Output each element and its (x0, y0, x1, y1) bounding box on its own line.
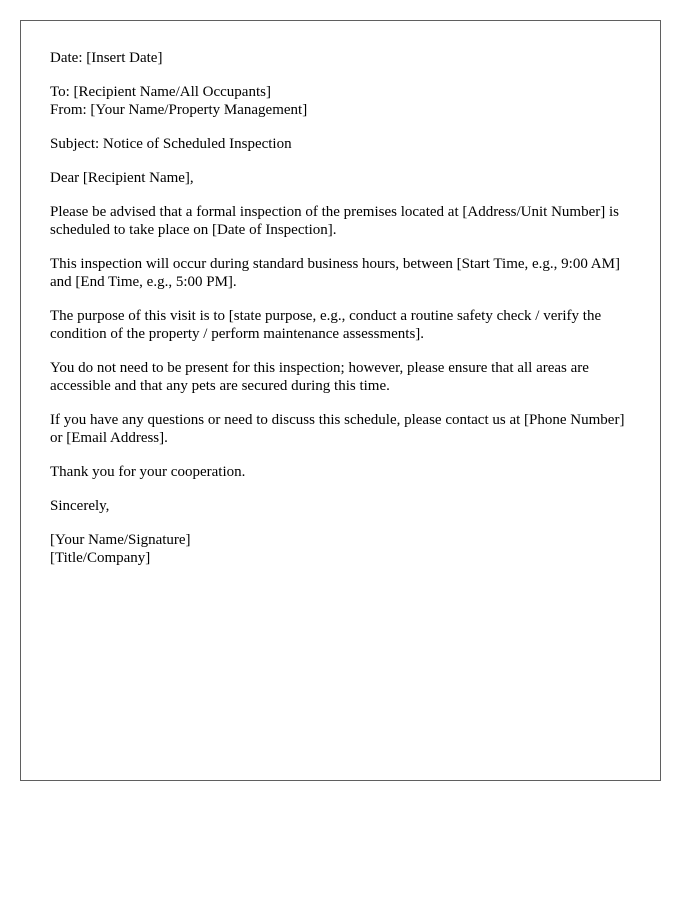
salutation: Dear [Recipient Name], (50, 170, 194, 186)
paragraph-hours: This inspection will occur during standard business hours, between [Start Time, e.g., 9:00 AM] and [End Time, e.g., 5:00 PM]. (50, 256, 620, 290)
letter-page (20, 20, 661, 781)
paragraph-thanks: Thank you for your cooperation. (50, 464, 246, 480)
signature-title: [Title/Company] (50, 550, 151, 566)
date-line: Date: [Insert Date] (50, 50, 163, 66)
to-line: To: [Recipient Name/All Occupants] (50, 84, 271, 100)
paragraph-inspection-notice: Please be advised that a formal inspection of the premises located at [Address/Unit Number] is scheduled to take place on [Date of Inspection]. (50, 204, 620, 238)
address-block (50, 83, 635, 119)
closing: Sincerely, (50, 498, 110, 514)
from-line: From: [Your Name/Property Management] (50, 102, 308, 118)
signature-name: [Your Name/Signature] (50, 532, 191, 548)
letter-body (50, 49, 635, 583)
signature-block (50, 531, 635, 567)
paragraph-contact: If you have any questions or need to discuss this schedule, please contact us at [Phone Number] or [Email Address]. (50, 412, 625, 446)
paragraph-purpose: The purpose of this visit is to [state purpose, e.g., conduct a routine safety check / verify the condition of the property / perform maintenance assessments]. (50, 308, 602, 342)
subject-line: Subject: Notice of Scheduled Inspection (50, 136, 292, 152)
paragraph-access: You do not need to be present for this inspection; however, please ensure that all areas are accessible and that any pets are secured during this time. (50, 360, 589, 394)
